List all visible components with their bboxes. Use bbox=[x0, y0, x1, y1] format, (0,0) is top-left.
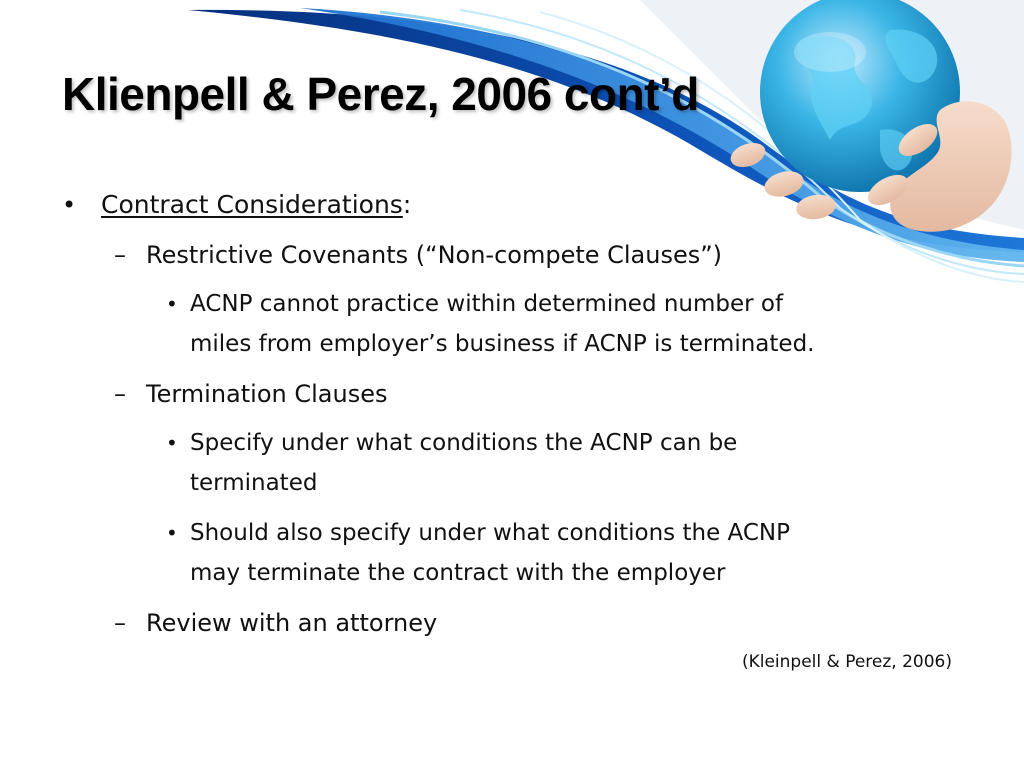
dash-bullet: – bbox=[114, 380, 126, 408]
dash-bullet: – bbox=[114, 241, 126, 269]
bullet-level3: • bbox=[166, 521, 178, 545]
detail-acnp-terminate-line1: Should also specify under what conditions the ACNP bbox=[190, 520, 790, 546]
heading-colon: : bbox=[402, 190, 412, 219]
detail-acnp-practice-line1: ACNP cannot practice within determined number of bbox=[190, 291, 784, 317]
globe-highlight bbox=[794, 32, 866, 72]
subitem-review-attorney: Review with an attorney bbox=[146, 609, 438, 637]
detail-specify-conditions-line2: terminated bbox=[190, 470, 318, 496]
subitem-restrictive-covenants: Restrictive Covenants (“Non-compete Clauses”) bbox=[146, 241, 723, 269]
dash-bullet: – bbox=[114, 609, 126, 637]
citation: (Kleinpell & Perez, 2006) bbox=[741, 652, 952, 672]
detail-specify-conditions-line1: Specify under what conditions the ACNP can be bbox=[190, 430, 738, 456]
bullet-level1: • bbox=[62, 191, 77, 219]
bullet-level3: • bbox=[166, 431, 178, 455]
subitem-termination-clauses: Termination Clauses bbox=[146, 380, 388, 408]
bullet-level3: • bbox=[166, 292, 178, 316]
detail-acnp-terminate-line2: may terminate the contract with the employer bbox=[190, 560, 726, 586]
bullet-contract-considerations bbox=[101, 190, 411, 220]
detail-acnp-practice-line2: miles from employer’s business if ACNP is terminated. bbox=[190, 331, 815, 357]
heading-text: Contract Considerations bbox=[101, 190, 403, 219]
slide-title: Klienpell & Perez, 2006 cont’d bbox=[62, 68, 699, 120]
